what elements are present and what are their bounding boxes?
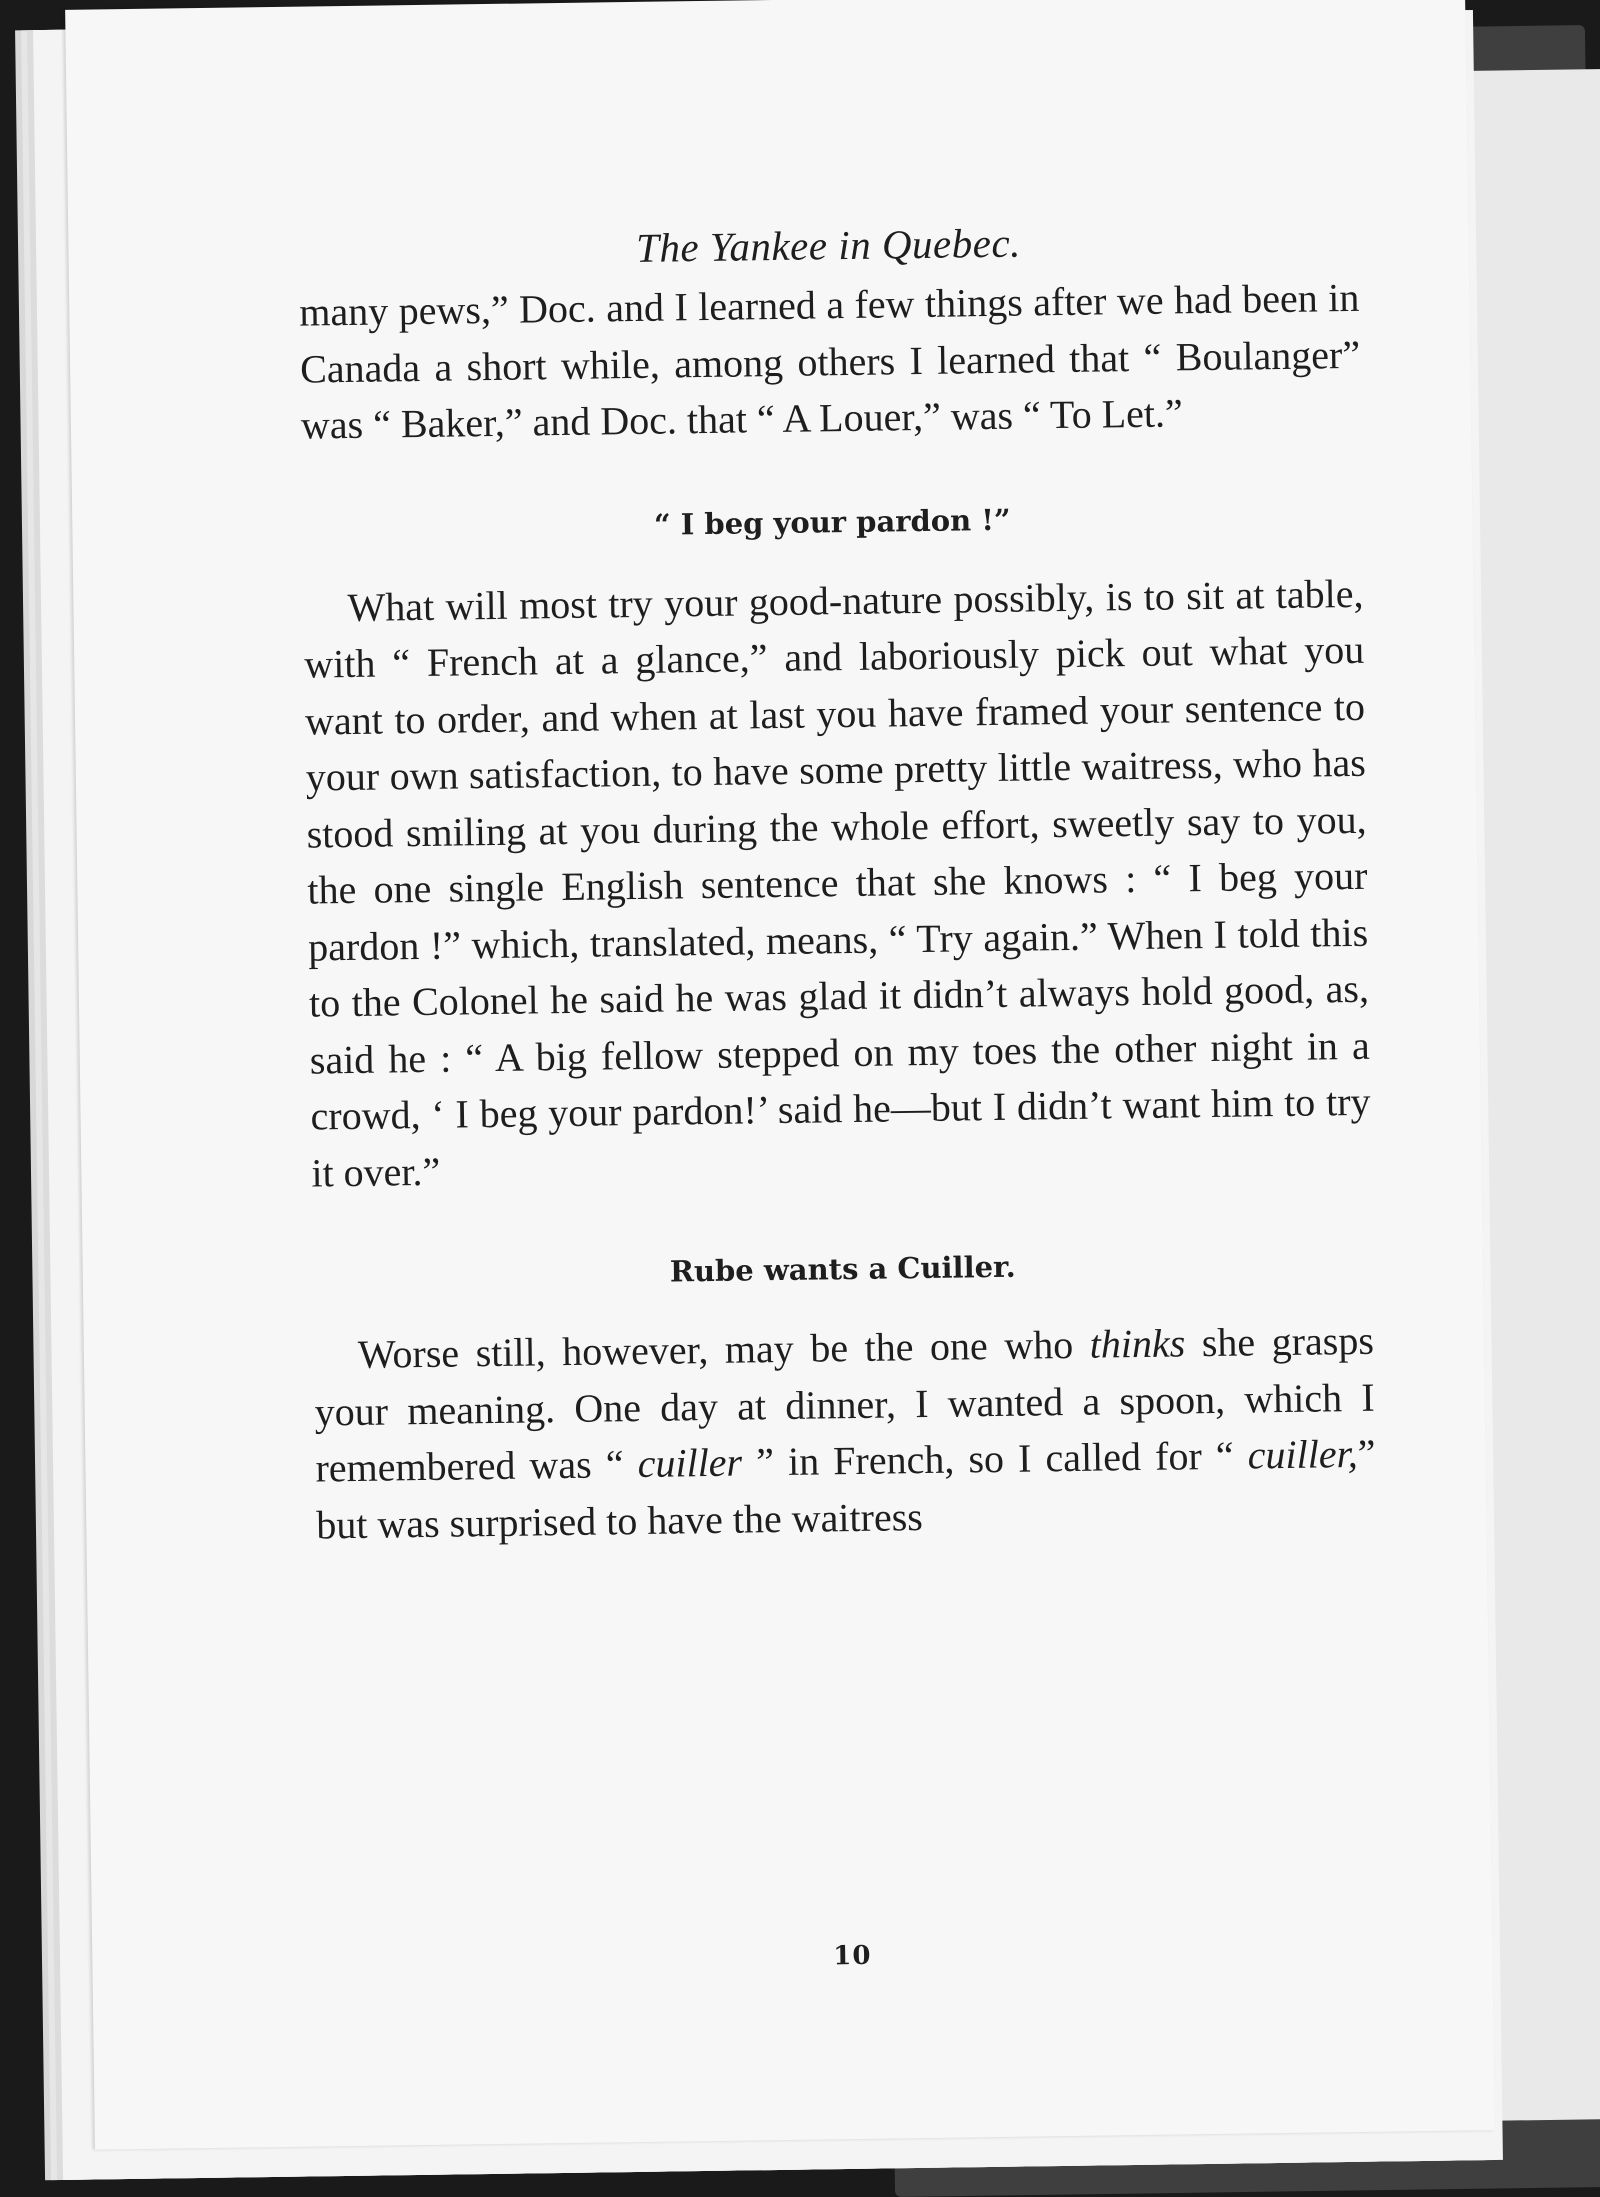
page-number: 10 [833,1940,872,1972]
paragraph-continued: many pews,” Doc. and I learned a few things after we had been in Canada a short while, among others I learned that “ Boulanger” was “ Baker,” and Doc. that “ A Louer,” was “ To Let.” [299,274,1361,448]
paragraph-pardon: What will most try your good-nature possibly, is to sit at table, with “ French at a glance,” and laboriously pick out what you want to order, and when at last you have framed your sentence to your own satisfaction, to have some pretty little waitress, who has stood smiling at you during the whole effort, sweetly say to you, the one single English sentence that she knows : “ I beg your pardon !” which, translated, means, “ Try again.” When I told this to the Colonel he said he was glad it didn’t always hold good, as, said he : “ A big fellow stepped on my toes the other night in a crowd, ‘ I beg your pardon!’ said he—but I didn’t want him to try it over.” [303,570,1371,1196]
italic-run: cuiller, [1247,1430,1358,1478]
italic-run: cuiller [637,1439,743,1487]
section-heading-pardon: “ I beg your pardon !” [653,502,1011,542]
running-head: The Yankee in Quebec. [635,219,1022,271]
page-content [298,214,1376,1972]
text-run: she grasps your meaning. One day at dinner, I wanted a spoon, which I remembered was “ [314,1317,1375,1491]
italic-run: thinks [1089,1320,1186,1367]
text-run: ” but was surprised to have the waitress [315,1430,1376,1548]
section-heading-cuiller: Rube wants a Cuiller. [669,1249,1016,1289]
paragraph-cuiller [314,1313,1377,1554]
book-page [65,0,1495,2150]
text-run: Worse still, however, may be the one who [357,1321,1091,1377]
text-run: ” in French, so I called for “ [741,1432,1249,1485]
